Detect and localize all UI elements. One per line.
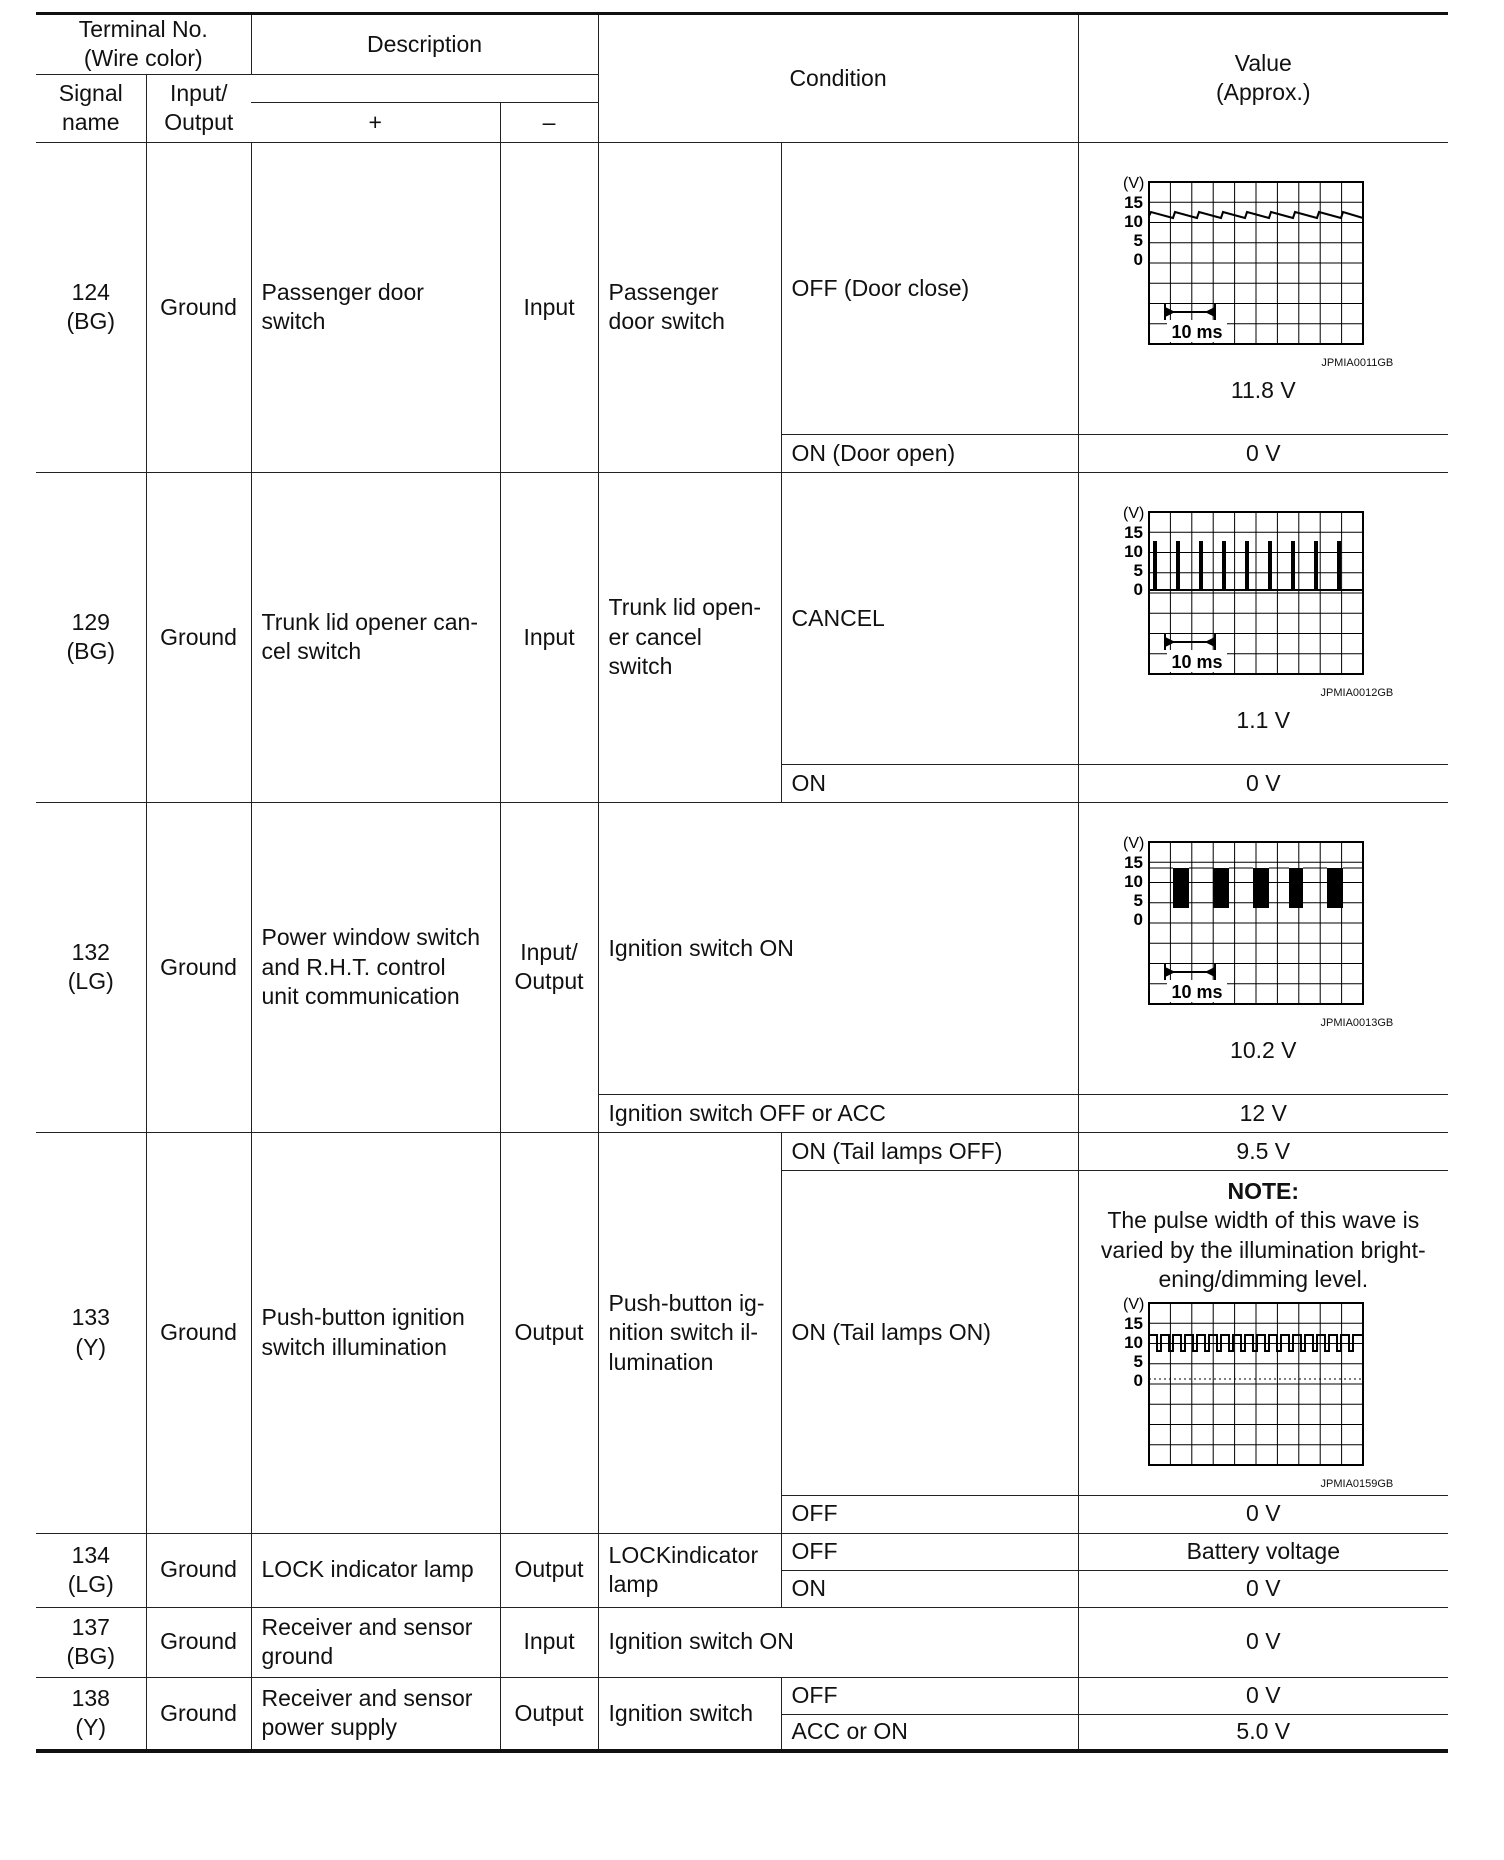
condition-129: Trunk lid open- er cancel switch: [598, 472, 781, 802]
signal-132: Power window switch and R.H.T. control unit communication: [251, 802, 500, 1132]
value-137: 0 V: [1078, 1607, 1448, 1677]
terminal-129: 129 (BG): [36, 472, 146, 802]
note-text: The pulse width of this wave is varied by the illumination bright- ening/dimming level.: [1100, 1207, 1426, 1293]
terminal-134: 134 (LG): [36, 1533, 146, 1607]
wave-y5: 5: [1133, 230, 1144, 250]
ground-129: Ground: [146, 472, 251, 802]
wave-y10: 10: [1124, 541, 1144, 561]
wave-value-129: 1.1 V: [1236, 706, 1291, 733]
wave-time: 10 ms: [1171, 321, 1223, 342]
value-134-off: Battery voltage: [1078, 1533, 1448, 1570]
ground-133: Ground: [146, 1132, 251, 1533]
ground-134: Ground: [146, 1533, 251, 1607]
value-133-off: 0 V: [1078, 1495, 1448, 1533]
subcondition-124-on: ON (Door open): [781, 434, 1078, 472]
wave-y0: 0: [1133, 909, 1144, 929]
header-condition: Condition: [598, 14, 1078, 143]
header-signal-name: Signal name: [36, 74, 146, 142]
wave-y0: 0: [1133, 1370, 1144, 1390]
value-138-off: 0 V: [1078, 1677, 1448, 1714]
ground-132: Ground: [146, 802, 251, 1132]
wave-unit: (V): [1123, 504, 1145, 522]
wave-grid: [1149, 842, 1363, 1004]
signal-137: Receiver and sensor ground: [251, 1607, 500, 1677]
wave-code-132: JPMIA0013GB: [1320, 1016, 1394, 1029]
wave-y15: 15: [1124, 1313, 1144, 1333]
wave-time: 10 ms: [1171, 651, 1223, 672]
wave-y5: 5: [1133, 1351, 1144, 1371]
condition-138: Ignition switch: [598, 1677, 781, 1751]
subcondition-134-on: ON: [781, 1570, 1078, 1607]
header-description: Description: [251, 14, 598, 75]
waveform-133: [1113, 1295, 1413, 1473]
condition-137: Ignition switch ON: [598, 1607, 1078, 1677]
wave-code-124: JPMIA0011GB: [1321, 356, 1394, 369]
wave-y0: 0: [1133, 579, 1144, 599]
wave-grid: [1149, 182, 1363, 344]
condition-134: LOCKindicator lamp: [598, 1533, 781, 1607]
wave-y15: 15: [1124, 192, 1144, 212]
value-134-on: 0 V: [1078, 1570, 1448, 1607]
value-132-ign-off: 12 V: [1078, 1094, 1448, 1132]
io-137: Input: [500, 1607, 598, 1677]
wave-code-129: JPMIA0012GB: [1320, 686, 1394, 699]
wave-y0: 0: [1133, 249, 1144, 269]
header-minus: –: [500, 102, 598, 142]
value-138-acc-on: 5.0 V: [1078, 1714, 1448, 1751]
subcondition-138-acc-on: ACC or ON: [781, 1714, 1078, 1751]
value-124-off: [1078, 142, 1448, 434]
value-133-tail-off: 9.5 V: [1078, 1132, 1448, 1170]
value-129-on: 0 V: [1078, 764, 1448, 802]
signal-129: Trunk lid opener can- cel switch: [251, 472, 500, 802]
value-132-ign-on: [1078, 802, 1448, 1094]
wave-unit: (V): [1123, 834, 1145, 852]
wave-y15: 15: [1124, 522, 1144, 542]
signal-124: Passenger door switch: [251, 142, 500, 472]
signal-134: LOCK indicator lamp: [251, 1533, 500, 1607]
subcondition-129-on: ON: [781, 764, 1078, 802]
time-marker: [1165, 634, 1215, 650]
time-marker: [1165, 964, 1215, 980]
time-marker: [1165, 304, 1215, 320]
subcondition-138-off: OFF: [781, 1677, 1078, 1714]
terminal-124: 124 (BG): [36, 142, 146, 472]
condition-132-ign-on: Ignition switch ON: [598, 802, 1078, 1094]
terminal-133: 133 (Y): [36, 1132, 146, 1533]
signal-133: Push-button ignition switch illumination: [251, 1132, 500, 1533]
wave-y10: 10: [1124, 211, 1144, 231]
wave-unit: (V): [1123, 1295, 1145, 1313]
io-129: Input: [500, 472, 598, 802]
header-plus: +: [251, 102, 500, 142]
subcondition-133-off: OFF: [781, 1495, 1078, 1533]
wave-time: 10 ms: [1171, 981, 1223, 1002]
wave-y10: 10: [1124, 1332, 1144, 1352]
wave-y15: 15: [1124, 852, 1144, 872]
wave-value-124: 11.8 V: [1230, 376, 1296, 403]
condition-132-ign-off: Ignition switch OFF or ACC: [598, 1094, 1078, 1132]
condition-124: Passenger door switch: [598, 142, 781, 472]
signal-138: Receiver and sensor power supply: [251, 1677, 500, 1751]
wave-code-133: JPMIA0159GB: [1320, 1477, 1394, 1490]
terminal-138: 138 (Y): [36, 1677, 146, 1751]
terminal-table: [36, 12, 1448, 1753]
waveform-129: [1113, 504, 1413, 682]
value-133-tail-on: [1078, 1170, 1448, 1495]
header-value: Value (Approx.): [1078, 14, 1448, 143]
subcondition-133-tail-off: ON (Tail lamps OFF): [781, 1132, 1078, 1170]
terminal-132: 132 (LG): [36, 802, 146, 1132]
note-title: NOTE:: [1227, 1177, 1300, 1204]
waveform-124: [1113, 174, 1413, 352]
ground-137: Ground: [146, 1607, 251, 1677]
wave-y5: 5: [1133, 890, 1144, 910]
header-io: Input/ Output: [146, 74, 251, 142]
io-124: Input: [500, 142, 598, 472]
ground-138: Ground: [146, 1677, 251, 1751]
condition-133: Push-button ig- nition switch il- lumination: [598, 1132, 781, 1533]
wave-y10: 10: [1124, 871, 1144, 891]
ground-124: Ground: [146, 142, 251, 472]
io-133: Output: [500, 1132, 598, 1533]
value-129-cancel: [1078, 472, 1448, 764]
subcondition-124-off: OFF (Door close): [781, 142, 1078, 434]
io-138: Output: [500, 1677, 598, 1751]
waveform-132: [1113, 834, 1413, 1012]
subcondition-129-cancel: CANCEL: [781, 472, 1078, 764]
wave-value-132: 10.2 V: [1230, 1036, 1297, 1063]
header-terminal: Terminal No. (Wire color): [36, 14, 251, 75]
value-124-on: 0 V: [1078, 434, 1448, 472]
subcondition-133-tail-on: ON (Tail lamps ON): [781, 1170, 1078, 1495]
io-132: Input/ Output: [500, 802, 598, 1132]
terminal-137: 137 (BG): [36, 1607, 146, 1677]
wave-y5: 5: [1133, 560, 1144, 580]
wave-unit: (V): [1123, 174, 1145, 192]
subcondition-134-off: OFF: [781, 1533, 1078, 1570]
wave-grid: [1149, 512, 1363, 674]
wave-bursts: [1173, 868, 1343, 908]
io-134: Output: [500, 1533, 598, 1607]
